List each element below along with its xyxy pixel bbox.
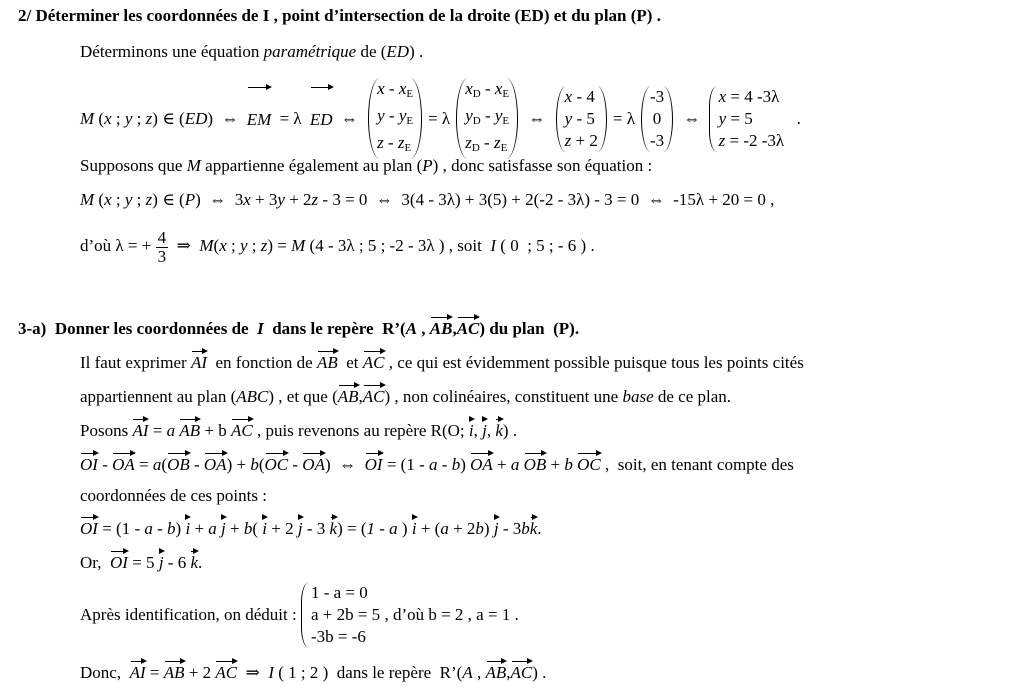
para-7: Or, OI = 5 j - 6 k. <box>80 550 202 573</box>
para-1: Il faut exprimer AI en fonction de AB et AC , ce qui est évidemment possible puisque tous les points cités <box>80 350 804 373</box>
para-2: appartiennent au plan (ABC) , et que (AB,AC) , non colinéaires, constituent une base de ce plan. <box>80 384 731 407</box>
identification: Après identification, on déduit : 1 - a = 0 a + 2b = 5 -3b = -6 , d’où b = 2 , a = 1 . <box>80 583 519 646</box>
para-4: OI - OA = a(OB - OA) + b(OC - OA) ⇔ OI = (1 - a - b) OA + a OB + b OC , soit, en tenant compte des <box>80 452 794 475</box>
para-3: Posons AI = a AB + b AC , puis revenons au repère R(O; i, j, k) . <box>80 418 517 441</box>
para-5: coordonnées de ces points : <box>80 486 267 505</box>
plane-equation-line: M (x ; y ; z) ∈ (P) ⇔ 3x + 3y + 2z - 3 = 0 ⇔ 3(4 - 3λ) + 3(5) + 2(-2 - 3λ) - 3 = 0 ⇔ -15λ + 20 = 0 , <box>80 190 775 209</box>
lambda-result: d’où λ = + $\frac{4}{3}$ ⇒ M(x ; y ; z) = M (4 - 3λ ; 5 ; -2 - 3λ ) , soit I ( 0 ; 5 ; - 6 ) . <box>80 227 595 266</box>
conclusion: Donc, AI = AB + 2 AC ⇒ I ( 1 ; 2 ) dans le repère R’(A , AB,AC) . <box>80 660 546 683</box>
parametric-equation: M (x ; y ; z) ∈ (ED) ⇔ EM = λ ED ⇔ x - $x_E$ y - $y_E$ z - $z_E$ = λ $x_D - x_E$ $y_D - y_E$ $z_D - z_E$ ⇔ x - 4 y - 5 z + 2 = λ -3 0 -3 ⇔ x = 4 -3λ y = 5 z = -2 -3λ . <box>80 78 801 159</box>
section-2-title: 2/ Déterminer les coordonnées de I , point d’intersection de la droite (ED) et du plan (P) . <box>18 6 661 25</box>
para-6: OI = (1 - a - b) i + a j + b( i + 2 j - 3 k) = (1 - a ) i + (a + 2b) j - 3bk. <box>80 516 542 539</box>
intro-line: Déterminons une équation paramétrique de (ED) . <box>80 42 424 61</box>
suppose-line: Supposons que M appartienne également au plan (P) , donc satisfasse son équation : <box>80 156 653 175</box>
system-of-equations: 1 - a = 0 a + 2b = 5 -3b = -6 <box>301 582 380 648</box>
section-3a-title: 3-a) Donner les coordonnées de I dans le repère R’(A , AB,AC) du plan (P). <box>18 316 579 339</box>
